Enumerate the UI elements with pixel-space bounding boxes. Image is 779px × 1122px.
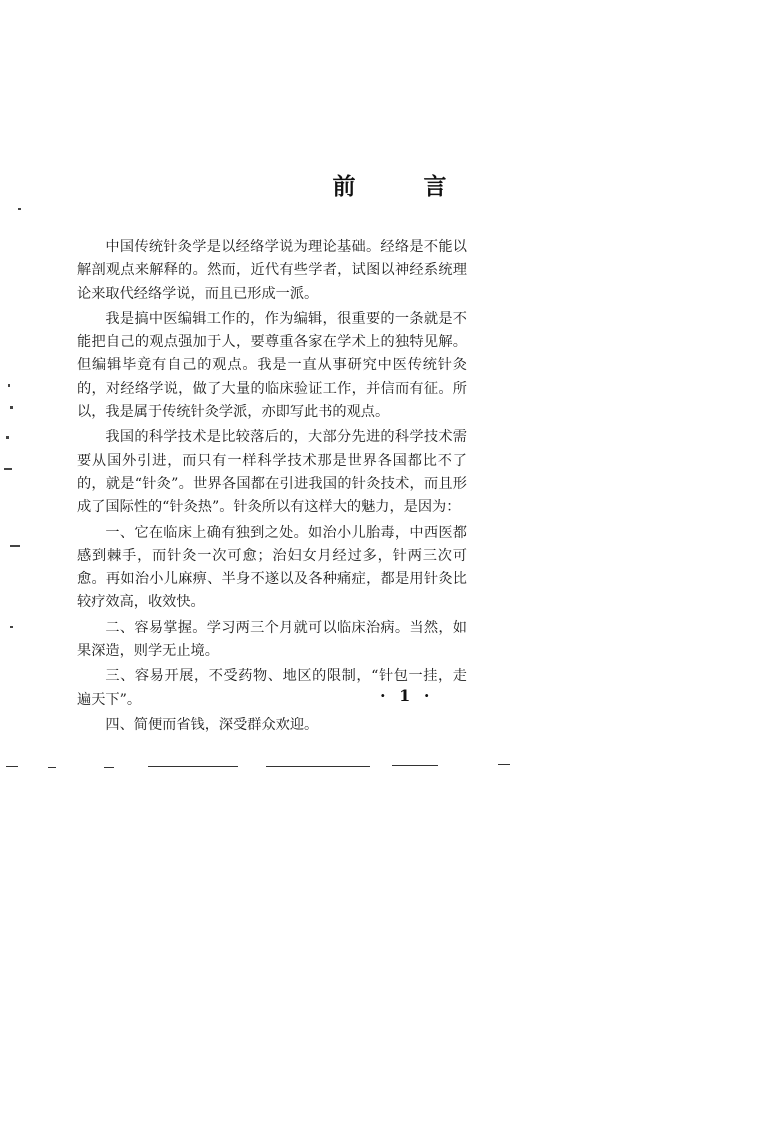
page-title: 前 言: [332, 173, 477, 200]
scan-mark: [10, 406, 13, 409]
page-number: · 1 ·: [380, 686, 434, 705]
paragraph: 我是搞中医编辑工作的，作为编辑，很重要的一条就是不能把自己的观点强加于人，要尊重各家在学术上的独特见解。但编辑毕竟有自己的观点。我是一直从事研究中医传统针灸的，对经络学说，做了大量的临床验证工作，并信而有征。所以，我是属于传统针灸学派，亦即写此书的观点。: [77, 310, 467, 421]
paragraph: 三、容易开展，不受药物、地区的限制，“针包一挂，走遍天下”。: [77, 668, 467, 708]
scan-rule: [148, 766, 238, 767]
paragraph: 二、容易掌握。学习两三个月就可以临床治病。当然，如果深造，则学无止境。: [77, 619, 467, 660]
paragraph: 一、它在临床上确有独到之处。如治小儿胎毒，中西医都感到棘手，而针灸一次可愈；治妇女月经过多，针两三次可愈。再如治小儿麻痹、半身不遂以及各种痛症，都是用针灸比较疗效高，收效快。: [77, 524, 467, 611]
paragraph: 中国传统针灸学是以经络学说为理论基础。经络是不能以解剖观点来解释的。然而，近代有些学者，试图以神经系统理论来取代经络学说，而且已形成一派。: [77, 239, 467, 302]
scan-mark: [6, 436, 9, 439]
scan-rule: [392, 765, 438, 766]
scan-rule: [498, 764, 510, 765]
scan-mark: [18, 208, 21, 210]
scan-rule: [6, 766, 18, 767]
scan-rule: [266, 766, 370, 767]
scan-mark: [10, 626, 13, 628]
scan-mark: [10, 545, 20, 547]
scan-rule: [48, 767, 56, 768]
scan-mark: [4, 468, 12, 470]
scan-mark: [8, 384, 10, 387]
paragraph: 四、简便而省钱，深受群众欢迎。: [105, 716, 319, 733]
scan-rule: [104, 767, 114, 768]
paragraph: 我国的科学技术是比较落后的，大部分先进的科学技术需要从国外引进，而只有一样科学技术那是世界各国都比不了的，就是“针灸”。世界各国都在引进我国的针灸技术，而且形成了国际性的“针灸热”。针灸所以有这样大的魅力，是因为：: [77, 429, 467, 516]
body-text: [77, 236, 467, 739]
